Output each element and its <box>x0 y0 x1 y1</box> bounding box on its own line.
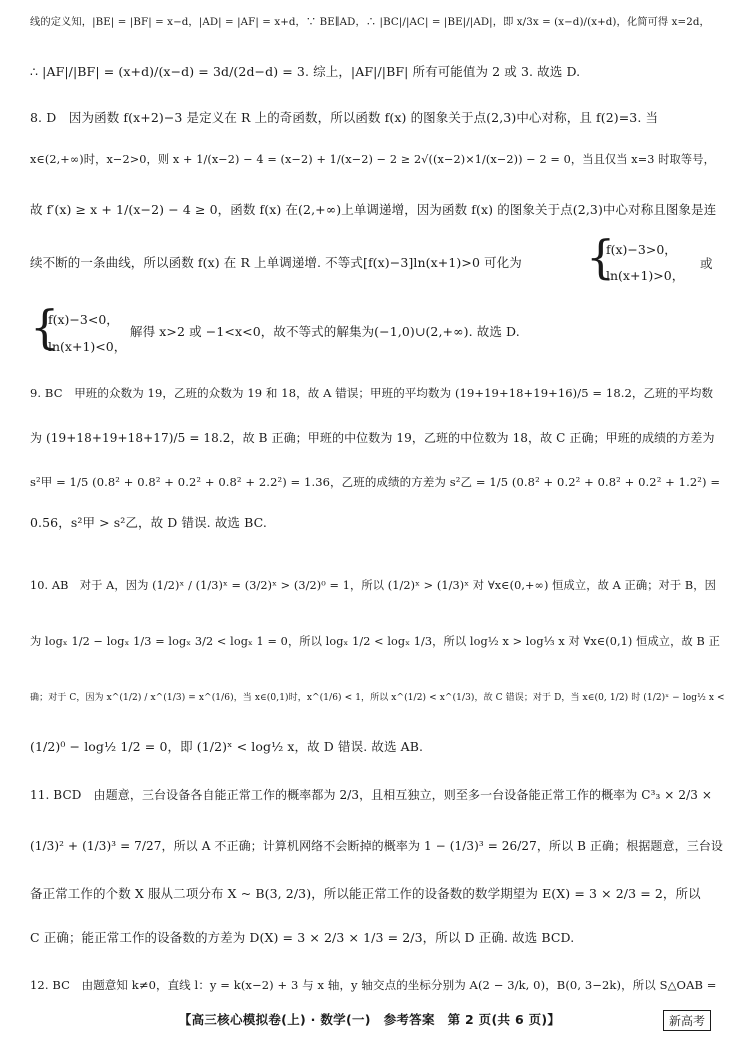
text-line-q9-3: s²甲 = 1/5 (0.8² + 0.8² + 0.2² + 0.8² + 2.2²) = 1.36，乙班的成绩的方差为 s²乙 = 1/5 (0.8² + 0.2² + 0.8² + 0.2² + 1.2²) = <box>30 475 721 489</box>
text-line-q9-2: 为 (19+18+19+18+17)/5 = 18.2，故 B 正确；甲班的中位数为 19，乙班的中位数为 18，故 C 正确；甲班的成绩的方差为 <box>30 431 715 445</box>
text-line-q9-1: 9. BC 甲班的众数为 19，乙班的众数为 19 和 18，故 A 错误；甲班的平均数为 (19+19+18+19+16)/5 = 18.2，乙班的平均数 <box>30 386 714 400</box>
inequality-system-2-top: f(x)−3<0， <box>48 312 119 327</box>
edition-badge: 新高考 <box>663 1010 711 1031</box>
text-line-q10-3: 确；对于 C，因为 x^(1/2) / x^(1/3) = x^(1/6)，当 x∈(0,1)时，x^(1/6) < 1，所以 x^(1/2) < x^(1/3)，故 C 错误；对于 D，当 x∈(0, 1/2) 时 (1/2)ˣ − log½ x < <box>30 693 725 703</box>
text-line-q8-5: 解得 x>2 或 −1<x<0，故不等式的解集为(−1,0)∪(2,+∞). 故选 D. <box>130 324 520 339</box>
text-line-q12-1: 12. BC 由题意知 k≠0，直线 l：y = k(x−2) + 3 与 x 轴，y 轴交点的坐标分别为 A(2 − 3/k, 0)，B(0, 3−2k)，所以 S△OAB = <box>30 978 717 992</box>
text-line-q8-4: 续不断的一条曲线，所以函数 f(x) 在 R 上单调递增. 不等式[f(x)−3]ln(x+1)>0 可化为 <box>30 255 522 270</box>
or-word: 或 <box>700 256 713 271</box>
text-line-q11-1: 11. BCD 由题意，三台设备各自能正常工作的概率都为 2/3，且相互独立，则至多一台设备能正常工作的概率为 C³₃ × 2/3 × <box>30 788 713 802</box>
page-footer: 【高三核心模拟卷(上) · 数学(一) 参考答案 第 2 页(共 6 页)】 <box>178 1012 561 1027</box>
text-line-q10-2: 为 logₓ 1/2 − logₓ 1/3 = logₓ 3/2 < logₓ 1 = 0，所以 logₓ 1/2 < logₓ 1/3，所以 log½ x > log⅓ x 对 ∀x∈(0,1) 恒成立，故 B 正 <box>30 635 720 648</box>
text-line-q8-1: 8. D 因为函数 f(x+2)−3 是定义在 R 上的奇函数，所以函数 f(x) 的图象关于点(2,3)中心对称，且 f(2)=3. 当 <box>30 110 659 125</box>
inequality-system-1-top: f(x)−3>0， <box>606 242 677 257</box>
text-line-q11-3: 备正常工作的个数 X 服从二项分布 X ~ B(3, 2/3)，所以能正常工作的设备数的数学期望为 E(X) = 3 × 2/3 = 2，所以 <box>30 886 701 901</box>
text-line-1: 线的定义知，|BE| = |BF| = x−d，|AD| = |AF| = x+d，∵ BE∥AD，∴ |BC|/|AC| = |BE|/|AD|，即 x/3x = (x−d)/(x+d)，化简可得 x=2d， <box>30 16 710 28</box>
left-brace: { <box>586 230 616 284</box>
inequality-system-1-bottom: ln(x+1)>0， <box>606 268 685 283</box>
left-brace: { <box>30 300 60 354</box>
text-line-2: ∴ |AF|/|BF| = (x+d)/(x−d) = 3d/(2d−d) = 3. 综上，|AF|/|BF| 所有可能值为 2 或 3. 故选 D. <box>30 64 581 79</box>
inequality-system-2-bottom: ln(x+1)<0， <box>48 339 127 354</box>
text-line-q11-4: C 正确；能正常工作的设备数的方差为 D(X) = 3 × 2/3 × 1/3 = 2/3，所以 D 正确. 故选 BCD. <box>30 930 575 945</box>
text-line-q11-2: (1/3)² + (1/3)³ = 7/27，所以 A 不正确；计算机网络不会断掉的概率为 1 − (1/3)³ = 26/27，所以 B 正确；根据题意，三台设 <box>30 839 724 853</box>
text-line-q8-2: x∈(2,+∞)时，x−2>0，则 x + 1/(x−2) − 4 = (x−2) + 1/(x−2) − 2 ≥ 2√((x−2)×1/(x−2)) − 2 = 0，当且仅当 x=3 时取等号， <box>30 153 715 166</box>
text-line-q10-4: (1/2)⁰ − log½ 1/2 = 0，即 (1/2)ˣ < log½ x，故 D 错误. 故选 AB. <box>30 739 424 754</box>
text-line-q8-3: 故 f′(x) ≥ x + 1/(x−2) − 4 ≥ 0，函数 f(x) 在(2,+∞)上单调递增，因为函数 f(x) 的图象关于点(2,3)中心对称且图象是连 <box>30 202 717 217</box>
text-line-q9-4: 0.56，s²甲 > s²乙，故 D 错误. 故选 BC. <box>30 515 267 530</box>
text-line-q10-1: 10. AB 对于 A，因为 (1/2)ˣ / (1/3)ˣ = (3/2)ˣ > (3/2)⁰ = 1，所以 (1/2)ˣ > (1/3)ˣ 对 ∀x∈(0,+∞) 恒成立，故 A 正确；对于 B，因 <box>30 579 716 592</box>
